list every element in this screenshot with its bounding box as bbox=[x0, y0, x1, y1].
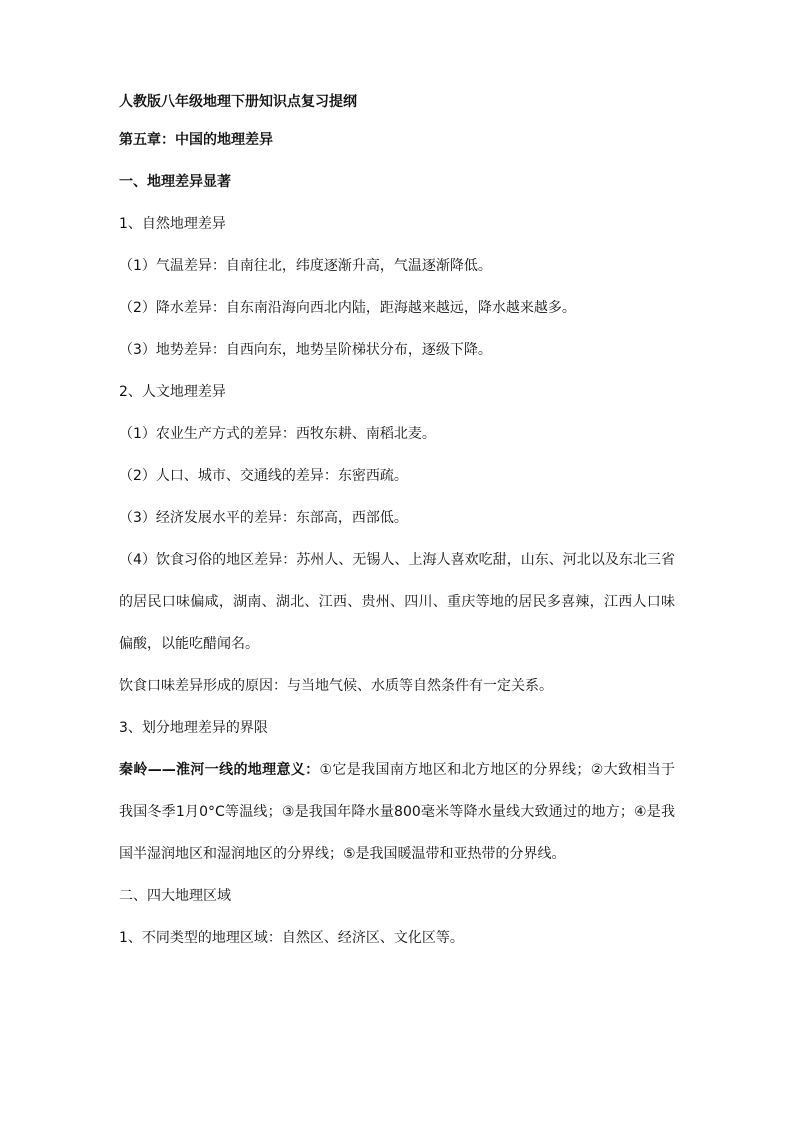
subsection-heading-2: 2、人文地理差异 bbox=[119, 384, 226, 400]
subsection-heading-1: 1、自然地理差异 bbox=[119, 216, 226, 232]
diet-reason-paragraph: 饮食口味差异形成的原因：与当地气候、水质等自然条件有一定关系。 bbox=[119, 678, 553, 694]
list-item: （2）人口、城市、交通线的差异：东密西疏。 bbox=[119, 468, 408, 484]
list-item: （1）气温差异：自南往北，纬度逐渐升高，气温逐渐降低。 bbox=[119, 258, 492, 274]
list-item: （3）经济发展水平的差异：东部高，西部低。 bbox=[119, 510, 408, 526]
list-item: （2）降水差异：自东南沿海向西北内陆，距海越来越远，降水越来越多。 bbox=[119, 300, 576, 316]
qinling-text: ①它是我国南方地区和北方地区的分界线；②大致相当于我国冬季1月0°C等温线；③是我国年降水量800毫米等降水量线大致通过的地方；④是我国半湿润地区和湿润地区的分界线；⑤是我国暖温带和亚热带的分界线。 bbox=[119, 762, 675, 862]
subsection-heading-3: 3、划分地理差异的界限 bbox=[119, 720, 268, 736]
list-item: （1）农业生产方式的差异：西牧东耕、南稻北麦。 bbox=[119, 426, 436, 442]
section-heading-1: 一、地理差异显著 bbox=[119, 174, 231, 190]
list-item: （3）地势差异：自西向东，地势呈阶梯状分布，逐级下降。 bbox=[119, 342, 492, 358]
document-title: 人教版八年级地理下册知识点复习提纲 bbox=[119, 94, 357, 110]
qinling-huaihe-paragraph bbox=[119, 749, 675, 875]
chapter-heading: 第五章：中国的地理差异 bbox=[119, 132, 273, 148]
document-page bbox=[119, 92, 675, 948]
diet-customs-paragraph: （4）饮食习俗的地区差异：苏州人、无锡人、上海人喜欢吃甜，山东、河北以及东北三省的居民口味偏咸，湖南、湖北、江西、贵州、四川、重庆等地的居民多喜辣，江西人口味偏酸，以能吃醋闻名。 bbox=[119, 552, 675, 652]
qinling-label: 秦岭——淮河一线的地理意义： bbox=[119, 762, 320, 778]
section-heading-2: 二、四大地理区域 bbox=[119, 888, 231, 904]
section2-item-1: 1、不同类型的地理区域：自然区、经济区、文化区等。 bbox=[119, 930, 464, 946]
